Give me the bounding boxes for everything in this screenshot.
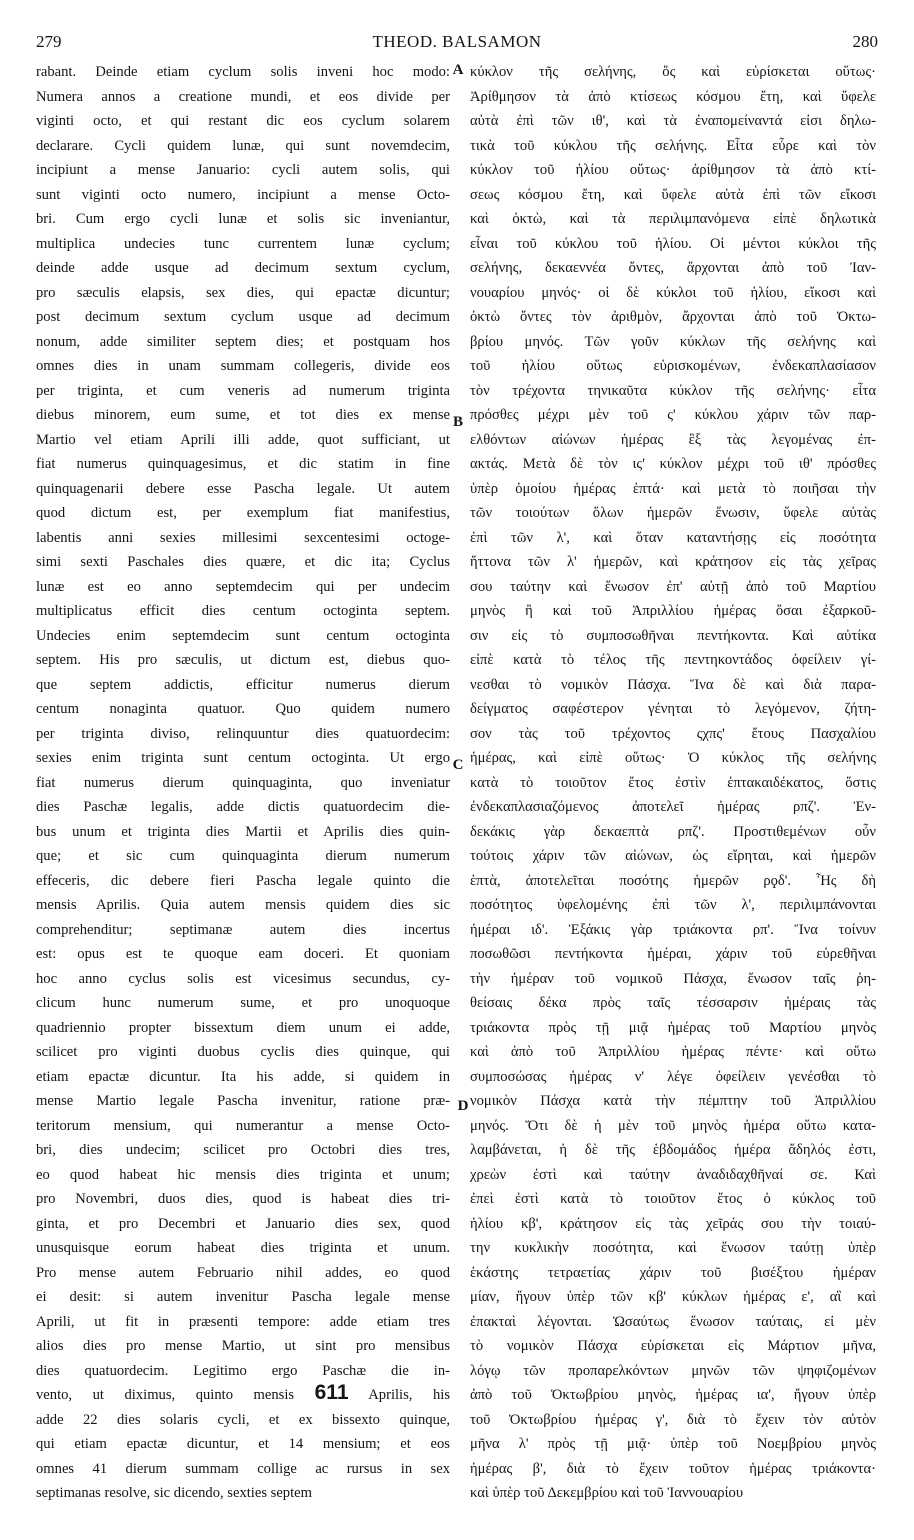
latin-text-line: septem. His pro sæculis, ut dictum est, diebus quo- [36, 652, 450, 668]
latin-text-line: multiplica undecies tunc currentem lunæ cyclum; [36, 235, 450, 252]
latin-text-line: diebus minorem, eum sume, et tot dies ex mense [36, 407, 450, 423]
latin-text-line: rabant. Deinde etiam cyclum solis inveni hoc modo: [36, 64, 450, 80]
greek-text-line: τούτοις χάριν τῶν αἰώνων, ὡς εἴρηται, καὶ ἡμερῶν [470, 848, 876, 864]
latin-text-line: deinde adde usque ad decimum sextum cyclum, [36, 260, 450, 276]
greek-text-line: νουαρίου μηνός· οἱ δὲ κύκλοι τοῦ ἡλίου, εἴκοσι καὶ [470, 284, 876, 301]
greek-text-line: ποσότητος ὑφελομένης ἐπὶ τῶν λ', περιλιμπάνονται [470, 897, 876, 913]
latin-text-line: Pro mense autem Februario nihil addes, eo quod [36, 1264, 450, 1281]
latin-text-line: mense Martio legale Pascha invenitur, ratione præ- [36, 1093, 450, 1109]
margin-marker-b: B [452, 414, 463, 430]
latin-text-line: simi sexti Paschales dies quære, et dic ita; Cyclus [36, 554, 450, 570]
greek-text-line: κύκλον τῆς σελήνης, ὅς καὶ εὑρίσκεται οὕτως· [470, 64, 876, 80]
latin-text-line: pro sæculis elapsis, sex dies, qui epactæ dicuntur; [36, 284, 450, 301]
greek-text-line: αὐτὰ ἐπὶ τῶν ιθ', καὶ τὰ ἐναπομείναντά εἰσι δηλω- [470, 113, 876, 129]
greek-text-line: τῶν τοιούτων ὅλων ἡμερῶν ἕνωσιν, ὕφελε αὐτὰς [470, 505, 876, 521]
latin-text-line: sexies enim triginta sunt centum octoginta. Ut ergo [36, 750, 450, 766]
greek-text-line: μηνὸς ἢ καὶ τοῦ Ἀπριλλίου ἡμέρας ὅσαι ἐξαρκοῦ- [470, 603, 876, 619]
greek-text-line: τικὰ τοῦ κύκλου τῆς σελήνης. Εἶτα εὗρε καὶ τὸν [470, 137, 876, 154]
greek-text-line: εἶναι τοῦ κύκλου τοῦ ἡλίου. Οἱ μέντοι κύκλοι τῆς [470, 235, 876, 252]
latin-text-line: incipiunt a mense Januario: cycli autem solis, qui [36, 162, 450, 178]
greek-text-line: καὶ ἀπὸ τοῦ Ἀπριλλίου ἡμέρας πέντε· καὶ οὕτω [470, 1044, 876, 1060]
greek-text-line: δείγματος σαφέστερον γένηται τὸ λεγόμενον, ζήτη- [470, 701, 876, 717]
latin-text-line: ginta, et pro Decembri et Januario dies sex, quod [36, 1215, 450, 1232]
greek-text-line: ἑπτὰ, ἀποτελεῖται ποσότης ἡμερῶν ρϙδ'. Ἧς δὴ [470, 872, 876, 889]
latin-text-line: sunt viginti octo numero, incipiunt a mense Octo- [36, 186, 450, 203]
greek-text-line: Ἀρίθμησον τὰ ἀπὸ κτίσεως κόσμου ἔτη, καὶ ὕφελε [470, 88, 876, 105]
page-number-left: 279 [36, 32, 62, 51]
running-title: THEOD. BALSAMON [372, 32, 542, 51]
greek-text-line: την κυκλικὴν ποσότητα, καὶ ἕνωσον ταύτῃ ὑπὲρ [470, 1240, 876, 1256]
greek-text-line: χρεὼν ἐστὶ καὶ ταύτην ἀναδιδαχθῆναί σε. Καὶ [470, 1166, 876, 1183]
latin-text-line: Martio vel etiam Aprili illi adde, quot sufficiant, ut [36, 431, 450, 448]
greek-text-line: ἡμέραι ιδ'. Ἑξάκις γὰρ τριάκοντα ρπ'. Ἵνα τοίνυν [470, 921, 876, 938]
latin-text-line: que septem addictis, efficitur numerus dierum [36, 676, 450, 693]
margin-marker-a: A [452, 62, 464, 78]
greek-text-line: δεκάκις γὰρ δεκαεπτὰ ρπζ'. Προστιθεμένων οὖν [470, 823, 876, 840]
latin-text-line: centum nonaginta quatuor. Quo quidem numero [36, 701, 450, 717]
column-number: 611 [314, 1383, 349, 1404]
margin-marker-c: C [452, 757, 464, 773]
greek-text-line: ἐπεὶ ἐστὶ κατὰ τὸ τοιοῦτον ἔτος ὁ κύκλος τοῦ [470, 1191, 876, 1207]
greek-text-line: ἐνδεκαπλασιαζόμενος ἀποτελεῖ ἡμέρας ρπζ'. Ἑν- [470, 799, 876, 815]
greek-text-line: σου ταύτην καὶ ἕνωσον ἐπ' αὐτῇ ἀπὸ τοῦ Μαρτίου [470, 578, 876, 595]
latin-text-line: que; et sic cum quinquaginta dierum numerum [36, 848, 450, 864]
latin-text-line: labentis anni sexies millesimi sexcentesimi octoge- [36, 529, 450, 546]
latin-text-line: fiat numerus quinquagesimus, et dic statim in fine [36, 456, 450, 472]
greek-text-line: ακτάς. Μετὰ δὲ τὸν ις' κύκλον μέχρι τοῦ ιθ' πρόσθες [470, 456, 876, 472]
greek-text-line: ποσωθῶσι πεντήκοντα ἡμέραι, χάριν τοῦ εὑρεθῆναι [470, 946, 876, 962]
latin-text-line: Undecies enim septemdecim sunt centum octoginta [36, 627, 450, 644]
greek-text-line: κατὰ τὸ τοιοῦτον ἔτος ἐστὶν ἑπτακαιδέκατος, ὅστις [470, 774, 876, 791]
latin-text-line: teritorum mensium, qui numerantur a mense Octo- [36, 1117, 450, 1134]
greek-text-line: τὴν ἡμέραν τοῦ νομικοῦ Πάσχα, ἕνωσον ταῖς ῥη- [470, 970, 876, 987]
latin-text-line: quod dictum est, per exemplum fiat manifestius, [36, 505, 450, 521]
greek-text-line: λαμβάνεται, ἡ δὲ τῆς ἑβδομάδος ἡμέρα ἄδηλός ἐστι, [470, 1142, 876, 1158]
greek-text-line: μηνός. Ὅτι δὲ ἡ μὲν τοῦ μηνὸς ἡμέρα οὕτω κατα- [470, 1117, 876, 1134]
greek-text-line: μῆνα λ' πρὸς τῇ μιᾷ· ὑπὲρ τοῦ Νοεμβρίου μηνὸς [470, 1436, 876, 1452]
latin-text-line: declarare. Cycli quidem lunæ, qui sunt novemdecim, [36, 137, 450, 154]
greek-text-line: ἀπὸ τοῦ Ὀκτωβρίου μηνὸς, ἡμέρας ια', ἤγουν ὑπὲρ [470, 1387, 876, 1403]
latin-text-line: nonum, adde similiter septem dies; et postquam hos [36, 333, 450, 350]
latin-text-line: mensis Aprilis. Quia autem mensis quidem dies sic [36, 897, 450, 913]
latin-text-line: Numera annos a creatione mundi, et eos divide per [36, 88, 450, 105]
latin-text-line: hoc anno cyclus solis est vicesimus secundus, cy- [36, 970, 450, 987]
greek-text-line: βρίου μηνός. Τῶν γοῦν κύκλων τῆς σελήνης καὶ [470, 333, 876, 350]
latin-text-line: unusquisque eorum habeat dies triginta et unum. [36, 1240, 450, 1256]
greek-text-line: ἐπακταὶ λέγονται. Ὡσαύτως ἕνωσον ταύταις, εἰ μὲν [470, 1313, 876, 1330]
greek-text-line: ελθόντων αἰώνων ἡμέρας ἓξ τὰς λεγομένας ἐπ- [470, 431, 876, 448]
latin-text-line: ei desit: si autem invenitur Pascha legale mense [36, 1289, 450, 1305]
greek-text-line: νεσθαι τὸ νομικὸν Πάσχα. Ἵνα δὲ καὶ διὰ παρα- [470, 676, 876, 693]
greek-text-line: ὑπὲρ ὁμοίου ἡμέρας ἑπτά· καὶ μετὰ τὸ ποιῆσαι τὴν [470, 480, 876, 497]
greek-text-line: τοῦ ἡλίου οὕτως εὑρισκομένων, ἐνδεκαπλασίασον [470, 358, 876, 374]
greek-text-line: σον τὰς τοῦ τρέχοντος ςχπς' ἔτους Πασχαλίου [470, 725, 876, 742]
greek-text-line: τὸ νομικὸν Πάσχα εὑρίσκεται εἰς Μάρτιον μῆνα, [470, 1338, 876, 1354]
latin-text-line: pro Novembri, duos dies, quod is habeat dies tri- [36, 1191, 450, 1207]
greek-text-line: τριάκοντα πρὸς τῇ μιᾷ ἡμέρας τοῦ Μαρτίου μηνὸς [470, 1019, 876, 1036]
latin-text-fragment: vento, ut diximus, quinto mensis [36, 1387, 295, 1403]
greek-text-line: κύκλον τοῦ ἡλίου οὕτως· ἀρίθμησον τὰ ἀπὸ κτί- [470, 162, 876, 178]
latin-text-line: comprehenditur; septimanæ autem dies incertus [36, 921, 450, 938]
latin-text-line: omnes dies in unam summam collegeris, divide eos [36, 358, 450, 374]
running-header [36, 30, 878, 56]
latin-text-line: qui etiam epactæ dicuntur, et 14 mensium; et eos [36, 1436, 450, 1452]
greek-text-line: εἰπὲ κατὰ τὸ τέλος τῆς πεντηκοντάδος ὀφείλειν γί- [470, 652, 876, 668]
greek-text-line: ἡμέρας, καὶ εἰπὲ οὕτως· Ὁ κύκλος τῆς σελήνης [470, 750, 876, 766]
greek-text-line: σελήνης, δεκαεννέα ὄντες, ἄρχονται ἀπὸ τοῦ Ἰαν- [470, 260, 876, 276]
greek-column [470, 60, 876, 1506]
latin-column [36, 60, 450, 1506]
latin-text-line: quinquagenarii debere esse Pascha legale. Ut autem [36, 480, 450, 497]
latin-text-line: lunæ est eo anno septemdecim qui per undecim [36, 578, 450, 595]
greek-text-line: θείσαις δέκα πρὸς ταῖς τέσσαρσιν ἡμέραις τὰς [470, 995, 876, 1011]
greek-text-line: νομικὸν Πάσχα κατὰ τὴν πέμπτην τοῦ Ἀπριλλίου [470, 1093, 876, 1109]
greek-text-line: λόγῳ τῶν προπαρελκόντων μηνῶν τῶν ψηφιζομένων [470, 1362, 876, 1379]
greek-text-line: ἐπὶ τῶν λ', καὶ ὅταν καταντήσῃς εἰς ποσότητα [470, 529, 876, 546]
greek-text-line: ὀκτὼ ὄντες τὸν ἀριθμὸν, ἄρχονται ἀπὸ τοῦ Ὀκτω- [470, 309, 876, 325]
greek-text-line: τοῦ Ὀκτωβρίου ἡμέρας γ', διὰ τὸ ἔχειν τὸν αὐτὸν [470, 1411, 876, 1428]
latin-text-line: omnes 41 dierum summam collige ac rursus in sex [36, 1460, 450, 1477]
latin-text-line: clicum hunc numerum sume, et pro unoquoque [36, 995, 450, 1011]
latin-text-line: per triginta diviso, relinquuntur dies quatuordecim: [36, 725, 450, 742]
greek-text-line: πρόσθες μέχρι μὲν τοῦ ς' κύκλου χάριν τῶν παρ- [470, 407, 876, 423]
latin-text-line: bri. Cum ergo cycli lunæ et solis sic inveniantur, [36, 211, 450, 227]
greek-text-line: σιν εἰς τὸ συμποσωθῆναι πεντήκοντα. Καὶ αὐτίκα [470, 627, 876, 644]
latin-text-line: eo quod habeat hic mensis dies triginta et unum; [36, 1166, 450, 1183]
greek-text-line: τὸν τρέχοντα τηνικαῦτα κύκλον τῆς σελήνης· εἶτα [470, 382, 876, 399]
latin-text-line: fiat numerus dierum quinquaginta, quo inveniatur [36, 774, 450, 791]
latin-text-line: post decimum sextum cyclum usque ad decimum [36, 309, 450, 325]
margin-marker-d: D [457, 1098, 469, 1114]
greek-text-line: συμποσώσας ἡμέρας ν' λέγε ὀφείλειν γενέσθαι τὸ [470, 1068, 876, 1085]
greek-text-line: καὶ ὀκτὼ, καὶ τὰ περιλιμπανόμενα εἰπὲ δηλωτικὰ [470, 211, 876, 227]
latin-text-line: etiam epactæ dicuntur. Ita his adde, si quidem in [36, 1068, 450, 1085]
latin-text-fragment: Aprilis, his [368, 1387, 450, 1403]
latin-text-line: scilicet pro viginti duobus cyclis dies quinque, qui [36, 1044, 450, 1060]
latin-text-line: bri, dies undecim; scilicet pro Octobri dies tres, [36, 1142, 450, 1158]
latin-text-line: multiplicatus efficit dies centum octoginta septem. [36, 603, 450, 619]
latin-text-line: septimanas resolve, sic dicendo, sexties septem [36, 1485, 312, 1501]
latin-text-line: per triginta, et cum veneris ad numerum triginta [36, 382, 450, 399]
latin-text-line: quadriennio propter bissextum diem unum ei adde, [36, 1019, 450, 1036]
latin-text-line: alios dies pro mense Martio, ut sint pro mensibus [36, 1338, 450, 1354]
greek-text-line: ἑκάστης τετραετίας χάριν τοῦ βισέξτου ἡμέραν [470, 1264, 876, 1281]
greek-text-line: καὶ ὑπὲρ τοῦ Δεκεμβρίου καὶ τοῦ Ἰαννουαρίου [470, 1485, 744, 1501]
greek-text-line: σεως κόσμου ἔτη, καὶ ὕφελε αὐτὰ ἐπὶ τῶν εἴκοσι [470, 186, 876, 203]
latin-text-line: est: opus est te quoque eam doceri. Et quoniam [36, 946, 450, 962]
latin-text-line: dies Paschæ legalis, adde dictis quatuordecim die- [36, 799, 450, 815]
page-number-right: 280 [852, 32, 878, 51]
greek-text-line: μίαν, ἤγουν ὑπὲρ τῶν κβ' κύκλων ἡμέρας ε', αἳ καὶ [470, 1289, 876, 1305]
greek-text-line: ἡμέρας β', διὰ τὸ ἔχειν τοῦτον ἡμέρας τριάκοντα· [470, 1460, 876, 1477]
latin-text-line: effeceris, dic debere fieri Pascha legale quinto die [36, 872, 450, 889]
latin-text-line [36, 1383, 450, 1408]
latin-text-line: Aprili, ut fit in præsenti tempore: adde etiam tres [36, 1313, 450, 1330]
greek-text-line: ἥττονα τῶν λ' ἡμερῶν, καὶ κράτησον εἰς τὰς χεῖρας [470, 554, 876, 570]
latin-text-line: adde 22 dies solaris cycli, et ex bissexto quinque, [36, 1411, 450, 1428]
greek-text-line: ἡλίου κβ', κράτησον εἰς τὰς χεῖράς σου τὴν τοιαύ- [470, 1215, 876, 1232]
latin-text-line: bus unum et triginta dies Martii et Aprilis dies quin- [36, 823, 450, 840]
latin-text-line: viginti octo, et qui restant dic eos cyclum solarem [36, 113, 450, 129]
latin-text-line: dies quatuordecim. Legitimo ergo Paschæ die in- [36, 1362, 450, 1379]
